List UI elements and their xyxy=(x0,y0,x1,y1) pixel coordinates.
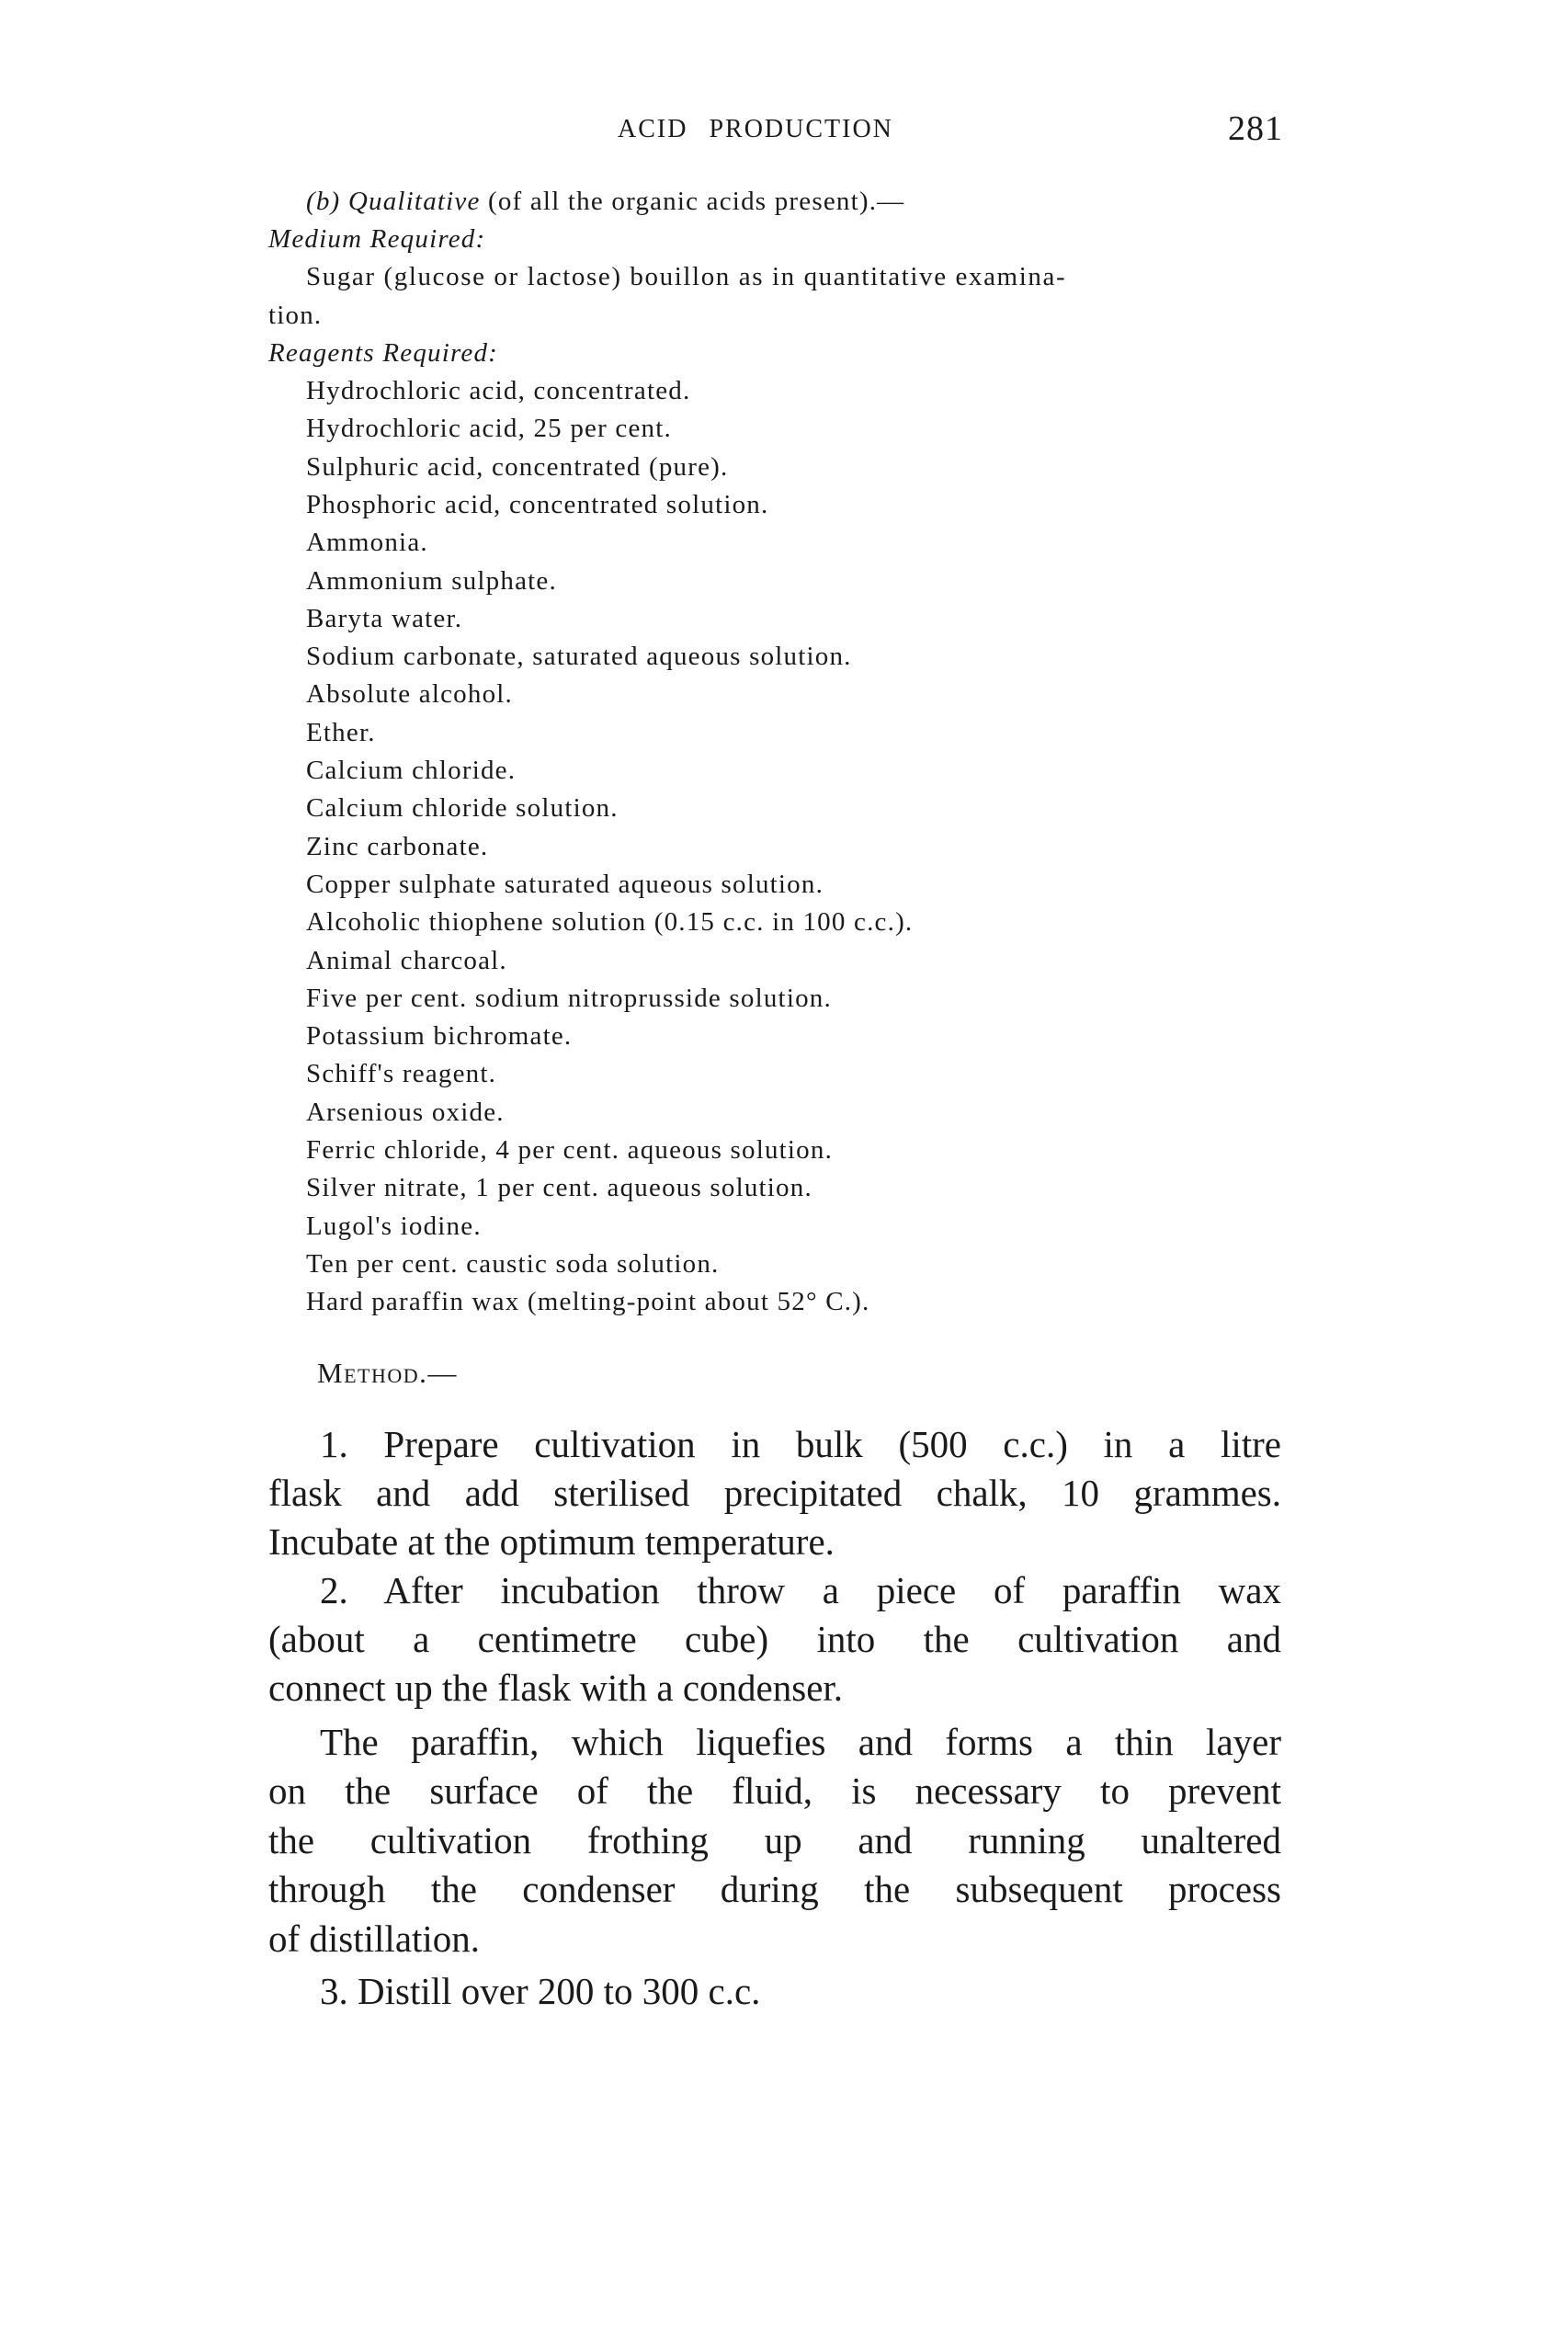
reagent-item: Sulphuric acid, concentrated (pure). xyxy=(306,451,729,482)
reagent-item: Arsenious oxide. xyxy=(306,1097,505,1127)
reagent-item: Alcoholic thiophene solution (0.15 c.c. in 100 c.c.). xyxy=(306,907,914,938)
reagent-item: Ammonia. xyxy=(306,528,428,558)
reagent-item: Phosphoric acid, concentrated solution. xyxy=(306,489,769,519)
reagent-item: Ten per cent. caustic soda solution. xyxy=(306,1248,720,1279)
reagents-label: Reagents Required: xyxy=(268,338,499,368)
step1-line: 1. Prepare cultivation in bulk (500 c.c.) in a litre xyxy=(320,1423,1281,1465)
reagent-item: Sodium carbonate, saturated aqueous solution. xyxy=(306,642,852,672)
reagent-item: Ammonium sulphate. xyxy=(306,565,557,596)
note-line: on the surface of the fluid, is necessary to prevent xyxy=(268,1769,1281,1812)
heading-rest: (of all the organic acids present).— xyxy=(488,187,905,216)
medium-text-line2: tion. xyxy=(268,301,323,330)
medium-text-line1: Sugar (glucose or lactose) bouillon as in quantitative examina- xyxy=(306,262,1067,291)
page-number: 281 xyxy=(1228,109,1283,148)
reagent-item: Absolute alcohol. xyxy=(306,679,513,710)
note-line: the cultivation frothing up and running unaltered xyxy=(268,1819,1281,1861)
section-heading xyxy=(306,185,904,218)
medium-label: Medium Required: xyxy=(268,224,486,254)
reagent-item: Potassium bichromate. xyxy=(306,1021,573,1052)
reagent-item: Calcium chloride solution. xyxy=(306,793,619,824)
note-line: of distillation. xyxy=(268,1917,481,1960)
step2-line: connect up the flask with a condenser. xyxy=(268,1667,844,1709)
reagent-item: Ferric chloride, 4 per cent. aqueous solution. xyxy=(306,1135,834,1165)
reagent-item: Zinc carbonate. xyxy=(306,831,489,861)
note-line: The paraffin, which liquefies and forms a thin layer xyxy=(320,1721,1281,1763)
reagent-item: Animal charcoal. xyxy=(306,945,507,975)
reagent-item: Five per cent. sodium nitroprusside solution. xyxy=(306,983,832,1013)
reagent-item: Baryta water. xyxy=(306,603,463,633)
step1-line: Incubate at the optimum temperature. xyxy=(268,1520,835,1563)
reagent-item: Schiff's reagent. xyxy=(306,1059,497,1089)
reagent-item: Lugol's iodine. xyxy=(306,1211,482,1241)
step1-line: flask and add sterilised precipitated chalk, 10 grammes. xyxy=(268,1472,1281,1514)
method-heading: Method.— xyxy=(317,1357,458,1389)
reagent-item: Ether. xyxy=(306,717,376,747)
heading-italic: Qualitative xyxy=(347,187,481,216)
reagent-item: Calcium chloride. xyxy=(306,756,517,785)
reagent-item: Hydrochloric acid, 25 per cent. xyxy=(306,414,672,444)
reagent-item: Copper sulphate saturated aqueous solution. xyxy=(306,869,824,899)
reagent-item: Silver nitrate, 1 per cent. aqueous solution. xyxy=(306,1173,812,1203)
step2-line: 2. After incubation throw a piece of paraffin wax xyxy=(320,1569,1281,1611)
running-title: ACID PRODUCTION xyxy=(618,115,893,143)
heading-label: (b) xyxy=(306,187,341,216)
step3-line: 3. Distill over 200 to 300 c.c. xyxy=(320,1970,761,2012)
reagent-item: Hard paraffin wax (melting-point about 52° C.). xyxy=(306,1287,870,1317)
note-line: through the condenser during the subsequent process xyxy=(268,1868,1281,1910)
reagent-item: Hydrochloric acid, concentrated. xyxy=(306,376,691,405)
step2-line: (about a centimetre cube) into the cultivation and xyxy=(268,1618,1281,1660)
